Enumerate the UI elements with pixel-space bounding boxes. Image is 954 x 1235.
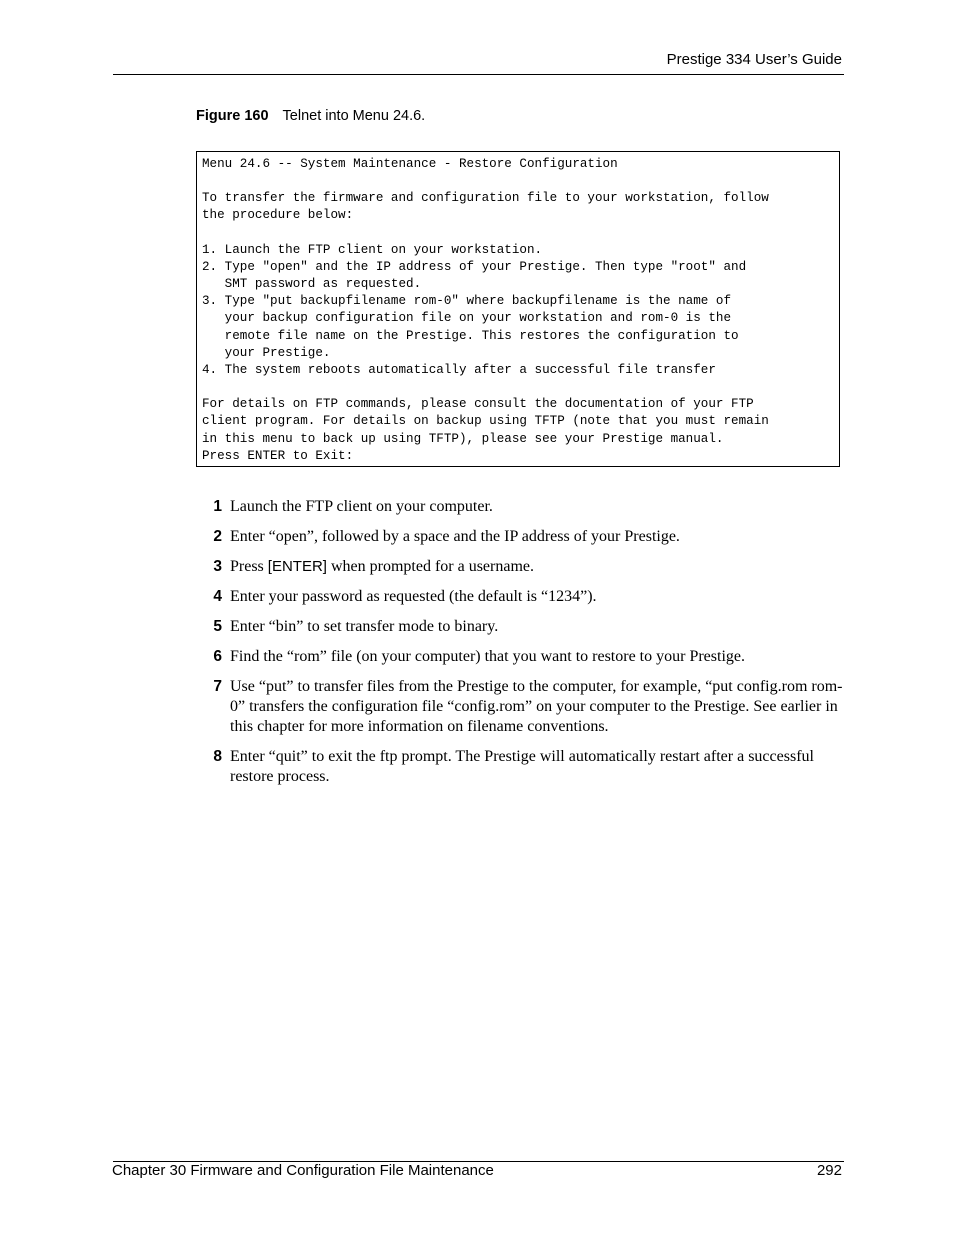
procedure-step xyxy=(196,497,846,517)
figure-label: Figure 160 xyxy=(196,108,269,124)
step-number: 4 xyxy=(213,588,222,605)
step-text xyxy=(230,557,534,577)
footer-chapter-title: Chapter 30 Firmware and Configuration File Maintenance xyxy=(112,1162,494,1179)
step-text: Enter “bin” to set transfer mode to binary. xyxy=(230,618,499,635)
header-divider xyxy=(113,74,844,75)
running-header-title: Prestige 334 User’s Guide xyxy=(666,51,842,68)
step-text: Enter your password as requested (the default is “1234”). xyxy=(230,588,597,605)
enter-key-label: [ENTER] xyxy=(267,558,327,575)
procedure-step xyxy=(196,677,846,737)
procedure-step xyxy=(196,587,846,607)
procedure-step xyxy=(196,747,846,787)
step-text: Enter “open”, followed by a space and the IP address of your Prestige. xyxy=(230,528,680,545)
procedure-steps xyxy=(196,497,846,797)
footer-page-number: 292 xyxy=(816,1162,842,1179)
procedure-step xyxy=(196,647,846,667)
procedure-step xyxy=(196,527,846,547)
step-number: 7 xyxy=(213,678,222,695)
step-number: 3 xyxy=(213,558,222,575)
step-text: Launch the FTP client on your computer. xyxy=(230,498,493,515)
step-text: Enter “quit” to exit the ftp prompt. The Prestige will automatically restart after a successful restore process. xyxy=(230,748,814,785)
step-text: Find the “rom” file (on your computer) that you want to restore to your Prestige. xyxy=(230,648,745,665)
step-number: 2 xyxy=(213,528,222,545)
telnet-console-screen xyxy=(196,151,840,467)
figure-title: Telnet into Menu 24.6. xyxy=(282,108,426,124)
step-number: 8 xyxy=(213,748,222,765)
step-number: 6 xyxy=(213,648,222,665)
step-text-after-key: when prompted for a username. xyxy=(326,558,535,575)
procedure-step xyxy=(196,617,846,637)
step-number: 1 xyxy=(213,498,222,515)
procedure-step xyxy=(196,557,846,577)
step-text: Use “put” to transfer files from the Prestige to the computer, for example, “put config.rom rom-0” transfers the configuration file “config.rom” on your computer to the Prestige. See earlier in this chapter for more information on filename conventions. xyxy=(230,678,843,735)
figure-caption xyxy=(196,108,425,124)
console-text: Menu 24.6 -- System Maintenance - Restore Configuration To transfer the firmware and configuration file to your workstation, follow the procedure below: 1. Launch the FTP client on your workstation. 2. Type "open" and the IP address of your Prestige. Then type "root" and SMT password as requested. 3. Type "put backupfilename rom-0" where backupfilename is the name of your backup configuration file on your workstation and rom-0 is the remote file name on the Prestige. This restores the configuration to your Prestige. 4. The system reboots automatically after a successful file transfer For details on FTP commands, please consult the documentation of your FTP client program. For details on backup using TFTP (note that you must remain in this menu to back up using TFTP), please see your Prestige manual. Press ENTER to Exit: xyxy=(202,157,769,463)
step-text-before-key: Press xyxy=(230,558,268,575)
step-number: 5 xyxy=(213,618,222,635)
